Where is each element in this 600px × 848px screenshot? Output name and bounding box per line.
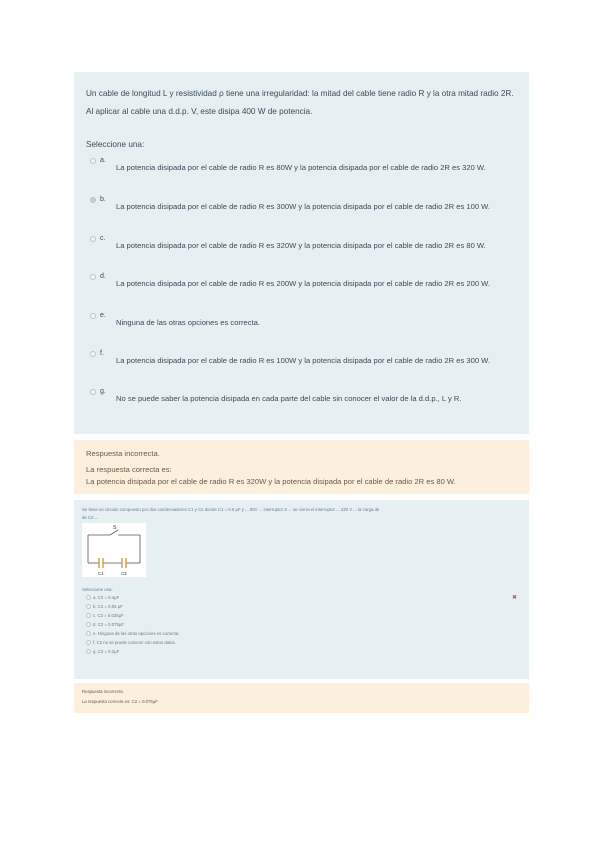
c1-label: C1 — [98, 571, 104, 576]
question-1-line-2: Al aplicar al cable una d.d.p. V, este disipa 400 W de potencia. — [86, 107, 313, 116]
incorrect-x-icon: ✖ — [512, 595, 518, 601]
option-text: C2 = 0.05 μF — [97, 604, 123, 609]
option-text: C2 = 0.4μF — [97, 595, 120, 600]
radio-button[interactable] — [86, 649, 91, 654]
option-text: No se puede saber la potencia disipada en cada parte del cable sin conocer el valor de la d.d.p., L y R. — [116, 394, 462, 403]
option-text: Ninguna de las otras opciones es correcta. — [97, 631, 180, 636]
option-letter: c. — [100, 235, 106, 242]
option-text: C2 = 0.2μF — [97, 649, 120, 654]
option-text: C2 = 0.025μF — [97, 613, 124, 618]
question-1-line-1: Un cable de longitud L y resistividad ρ tiene una irregularidad: la mitad del cable tiene radio R y la otra mitad radio 2R. — [86, 89, 514, 98]
option-letter: d. — [100, 273, 106, 280]
option-letter: e. — [93, 631, 97, 636]
radio-button[interactable] — [90, 274, 96, 280]
question-2-panel — [74, 500, 529, 679]
option-text: La potencia disipada por el cable de radio R es 200W y la potencia disipada por el cable de radio 2R es 200 W. — [116, 279, 491, 288]
radio-button[interactable] — [86, 640, 91, 645]
option-text: C2 = 0.075μF — [97, 622, 125, 627]
question-1-panel — [74, 72, 529, 434]
circuit-diagram — [82, 523, 146, 577]
radio-button[interactable] — [90, 158, 96, 164]
feedback-2-panel — [74, 683, 529, 713]
radio-button[interactable] — [86, 613, 91, 618]
correct-answer-text: La respuesta correcta es: C2 = 0.075μF — [82, 699, 158, 704]
radio-button-selected[interactable] — [90, 197, 96, 203]
option-letter: e. — [100, 312, 106, 319]
option-text: La potencia disipada por el cable de radio R es 100W y la potencia disipada por el cable de radio 2R es 300 W. — [116, 356, 491, 365]
option-letter: c. — [93, 613, 97, 618]
option-letter: d. — [93, 622, 97, 627]
radio-button[interactable] — [86, 595, 91, 600]
select-one-label: Seleccione una: — [82, 587, 113, 592]
option-text: La potencia disipada por el cable de radio R es 300W y la potencia disipada por el cable de radio 2R es 100 W. — [116, 202, 491, 211]
option-letter: a. — [100, 157, 106, 164]
option-text: La potencia disipada por el cable de radio R es 320W y la potencia disipada por el cable de radio 2R es 80 W. — [116, 241, 486, 250]
q2-option-e[interactable] — [86, 631, 179, 636]
option-text: C2 no se puede conocer con estos datos. — [96, 640, 176, 645]
option-text: La potencia disipada por el cable de radio R es 80W y la potencia disipada por el cable de radio 2R es 320 W. — [116, 163, 486, 172]
radio-button[interactable] — [86, 631, 91, 636]
radio-button[interactable] — [86, 622, 91, 627]
option-letter: f. — [100, 350, 104, 357]
radio-button[interactable] — [90, 389, 96, 395]
option-text: Ninguna de las otras opciones es correcta. — [116, 318, 260, 327]
option-letter: f. — [93, 640, 96, 645]
radio-button[interactable] — [90, 351, 96, 357]
radio-button[interactable] — [86, 604, 91, 609]
radio-button[interactable] — [90, 236, 96, 242]
option-letter: b. — [93, 604, 97, 609]
select-one-label: Seleccione una: — [86, 140, 145, 149]
correct-answer-label: La respuesta correcta es: — [86, 465, 172, 474]
radio-button[interactable] — [90, 313, 96, 319]
q2-option-b[interactable] — [86, 604, 123, 609]
correct-answer-text: La potencia disipada por el cable de radio R es 320W y la potencia disipada por el cable de radio 2R es 80 W. — [86, 477, 456, 486]
question-2-line-2: de C2 ... — [82, 515, 99, 520]
switch-label: S — [113, 525, 117, 531]
q2-option-f[interactable] — [86, 640, 176, 645]
option-letter: b. — [100, 196, 106, 203]
option-letter: a. — [93, 595, 97, 600]
q2-option-d[interactable] — [86, 622, 124, 627]
option-letter: g. — [100, 388, 106, 395]
question-2-text — [82, 506, 522, 522]
q2-option-g[interactable] — [86, 649, 119, 654]
question-2-line-1: Se tiene un circuito compuesto por dos condensadores C1 y C2 donde C1 = 0.5 μF y ... 90V ... interruptor S ... se cierra el interruptor ... 230 V ... la carga de — [82, 507, 380, 512]
q2-option-c[interactable] — [86, 613, 124, 618]
c2-label: C2 — [121, 571, 127, 576]
feedback-1-panel — [74, 440, 529, 494]
option-letter: g. — [93, 649, 97, 654]
feedback-status: Respuesta incorrecta. — [86, 449, 160, 458]
question-1-text — [86, 85, 522, 121]
circuit-svg — [82, 523, 146, 577]
feedback-status: Respuesta incorrecta. — [82, 689, 124, 694]
q2-option-a[interactable] — [86, 595, 119, 600]
